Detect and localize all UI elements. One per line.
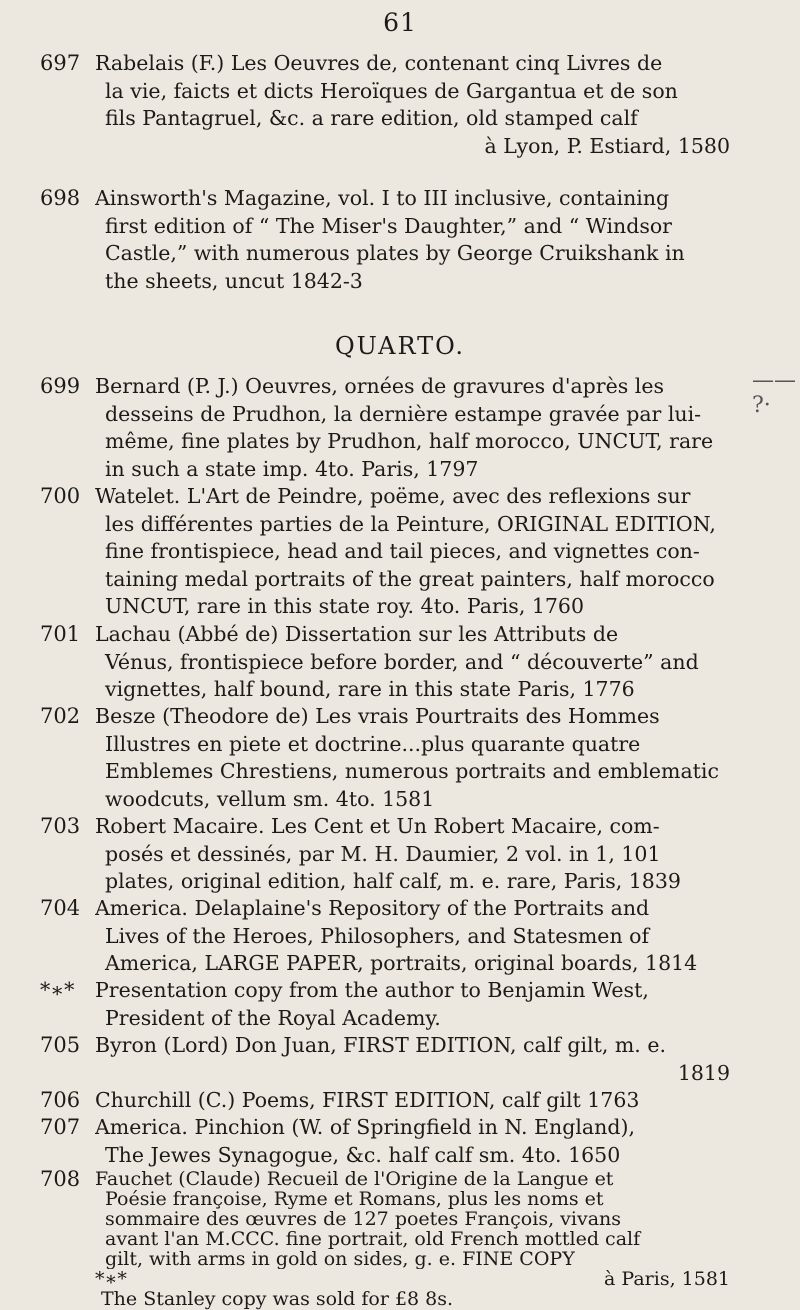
catalogue-entry bbox=[40, 483, 730, 621]
entry-line: Besze (Theodore de) Les vrais Pourtraits des Hommes bbox=[95, 704, 660, 728]
catalogue-entry bbox=[40, 50, 730, 160]
entry-line: les différentes parties de la Peinture, ORIGINAL EDITION, bbox=[105, 511, 716, 536]
entry-line: Fauchet (Claude) Recueil de l'Origine de la Langue et bbox=[95, 1169, 614, 1189]
entry-continuation bbox=[40, 1269, 730, 1309]
entry-number: 699 bbox=[40, 374, 81, 398]
entry-number: 701 bbox=[40, 622, 81, 646]
catalogue-entry bbox=[40, 1169, 730, 1269]
entry-number: 708 bbox=[40, 1167, 81, 1191]
entry-line: Bernard (P. J.) Oeuvres, ornées de gravures d'après les bbox=[95, 374, 664, 398]
entry-line: la vie, faicts et dicts Heroïques de Gargantua et de son bbox=[105, 78, 678, 103]
entry-line: woodcuts, vellum sm. 4to. 1581 bbox=[105, 786, 435, 811]
entry-note bbox=[40, 977, 740, 1032]
entry-number: 703 bbox=[40, 814, 81, 838]
entry-line: Watelet. L'Art de Peindre, poëme, avec des reflexions sur bbox=[95, 484, 691, 508]
entry-line: first edition of “ The Miser's Daughter,” and “ Windsor bbox=[105, 213, 672, 238]
entry-number: 706 bbox=[40, 1088, 81, 1112]
entry-number: 702 bbox=[40, 704, 81, 728]
asterism-mark: *∗* bbox=[40, 978, 75, 1002]
entry-line: UNCUT, rare in this state roy. 4to. Paris, 1760 bbox=[105, 594, 585, 618]
entry-number: 697 bbox=[40, 51, 81, 75]
entry-line: fine frontispiece, head and tail pieces, and vignettes con- bbox=[105, 539, 700, 563]
entry-line: America. Delaplaine's Repository of the Portraits and bbox=[95, 896, 650, 920]
section-heading: QUARTO. bbox=[334, 332, 466, 360]
catalogue-entry bbox=[40, 373, 730, 483]
catalogue-entry bbox=[40, 895, 730, 978]
note-line: Presentation copy from the author to Benjamin West, bbox=[95, 978, 649, 1002]
entry-line: in such a state imp. 4to. Paris, 1797 bbox=[105, 456, 479, 481]
entry-line: Rabelais (F.) Les Oeuvres de, contenant cinq Livres de bbox=[95, 51, 663, 75]
entry-line: même, fine plates by Prudhon, half morocco, UNCUT, rare bbox=[105, 429, 714, 453]
entry-line: Ainsworth's Magazine, vol. I to III inclusive, containing bbox=[95, 186, 670, 210]
catalogue-entry bbox=[40, 185, 730, 295]
entry-line: Emblemes Chrestiens, numerous portraits and emblematic bbox=[105, 759, 719, 783]
entry-line: gilt, with arms in gold on sides, g. e. FINE COPY bbox=[105, 1249, 575, 1269]
entry-line: the sheets, uncut 1842-3 bbox=[105, 268, 363, 293]
entry-line: The Jewes Synagogue, &c. half calf sm. 4to. 1650 bbox=[105, 1142, 621, 1167]
entry-line: Lives of the Heroes, Philosophers, and Statesmen of bbox=[105, 923, 650, 948]
catalogue-entry bbox=[40, 621, 730, 704]
catalogue-entry bbox=[40, 1032, 730, 1087]
catalogue-entry bbox=[40, 813, 730, 896]
entry-line: Byron (Lord) Don Juan, FIRST EDITION, calf gilt, m. e. bbox=[95, 1033, 666, 1057]
entry-line: à Paris, 1581 bbox=[604, 1269, 730, 1289]
entry-number: 704 bbox=[40, 896, 81, 920]
entry-number: 707 bbox=[40, 1115, 81, 1139]
entry-line: Castle,” with numerous plates by George Cruikshank in bbox=[105, 241, 685, 265]
note-line: The Stanley copy was sold for £8 8s. bbox=[101, 1288, 454, 1310]
entry-line: fils Pantagruel, &c. a rare edition, old stamped calf bbox=[105, 106, 638, 130]
entry-line: avant l'an M.CCC. fine portrait, old French mottled calf bbox=[105, 1229, 641, 1249]
entry-line: sommaire des œuvres de 127 poetes François, vivans bbox=[105, 1209, 622, 1229]
entry-line: posés et dessinés, par M. H. Daumier, 2 vol. in 1, 101 bbox=[105, 841, 661, 866]
page-number: 61 bbox=[383, 8, 417, 37]
entry-line: Robert Macaire. Les Cent et Un Robert Macaire, com- bbox=[95, 814, 660, 838]
catalogue-entry bbox=[40, 1114, 730, 1169]
note-line: President of the Royal Academy. bbox=[105, 1005, 441, 1030]
entry-line: Poésie françoise, Ryme et Romans, plus les noms et bbox=[105, 1189, 604, 1209]
entry-line: America, LARGE PAPER, portraits, original boards, 1814 bbox=[105, 951, 698, 975]
entry-line: 1819 bbox=[677, 1060, 730, 1085]
entry-line: vignettes, half bound, rare in this state Paris, 1776 bbox=[105, 677, 635, 701]
entry-line: plates, original edition, half calf, m. e. rare, Paris, 1839 bbox=[105, 869, 681, 893]
entry-number: 705 bbox=[40, 1033, 81, 1057]
entry-line: Illustres en piete et doctrine...plus quarante quatre bbox=[105, 731, 641, 756]
catalogue-entry bbox=[40, 703, 730, 813]
entry-line: Churchill (C.) Poems, FIRST EDITION, calf gilt 1763 bbox=[95, 1088, 640, 1112]
asterism-mark: *∗* bbox=[95, 1268, 127, 1290]
entry-number: 700 bbox=[40, 484, 81, 508]
entry-line: desseins de Prudhon, la dernière estampe gravée par lui- bbox=[105, 401, 702, 426]
entry-line: à Lyon, P. Estiard, 1580 bbox=[484, 133, 730, 158]
margin-annotation: —— ?· bbox=[752, 368, 796, 418]
entry-line: taining medal portraits of the great painters, half morocco bbox=[105, 566, 715, 591]
entry-line: Lachau (Abbé de) Dissertation sur les Attributs de bbox=[95, 622, 619, 646]
catalogue-entry bbox=[40, 1087, 730, 1115]
entry-line: Vénus, frontispiece before border, and “ découverte” and bbox=[105, 649, 699, 674]
entry-number: 698 bbox=[40, 186, 81, 210]
entry-line: America. Pinchion (W. of Springfield in N. England), bbox=[95, 1115, 635, 1139]
